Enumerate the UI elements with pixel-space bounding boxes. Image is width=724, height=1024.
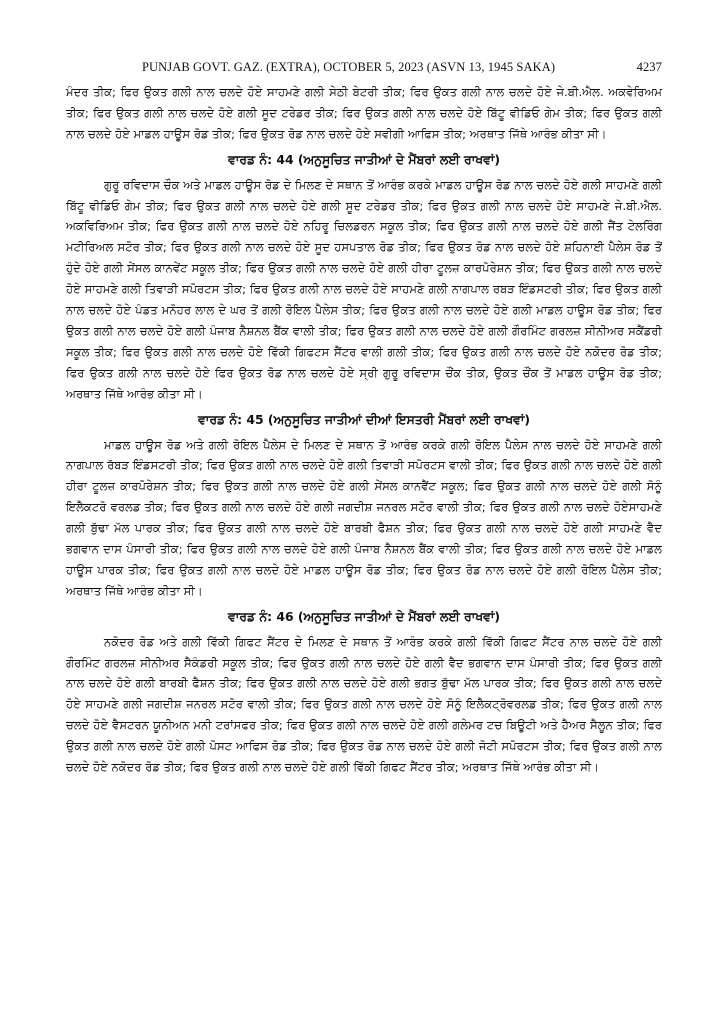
gazette-page <box>66 60 662 778</box>
ward-46-heading: ਵਾਰਡ ਨੰ: 46 (ਅਨੁਸੂਚਿਤ ਜਾਤੀਆਂ ਦੇ ਮੈਂਬਰਾਂ ਲਈ ਰਾਖਵਾਂ) <box>227 608 501 624</box>
gazette-title: PUNJAB GOVT. GAZ. (EXTRA), OCTOBER 5, 2023 (ASVN 13, 1945 SAKA) <box>142 60 556 74</box>
intro-paragraph: ਮੰਦਰ ਤੀਕ; ਫਿਰ ਉਕਤ ਗਲੀ ਨਾਲ ਚਲਦੇ ਹੋਏ ਸਾਹਮਣੇ ਗਲੀ ਸੇਠੀ ਬੇਟਰੀ ਤੀਕ; ਫਿਰ ਉਕਤ ਗਲੀ ਨਾਲ ਚਲਦੇ ਹੋਏ ਜੇ.ਬੀ.ਐਲ. ਅਕਵੇਰਿਅਮ ਤੀਕ; ਫਿਰ ਉਕਤ ਗਲੀ ਨਾਲ ਚਲਦੇ ਹੋਏ ਗਲੀ ਸੂਦ ਟਰੇਡਰ ਤੀਕ; ਫਿਰ ਉਕਤ ਗਲੀ ਨਾਲ ਚਲਦੇ ਹੋਏ ਬਿੱਟੂ ਵੀਡਿਓ ਗੇਮ ਤੀਕ; ਫਿਰ ਉਕਤ ਗਲੀ ਨਾਲ ਚਲਦੇ ਹੋਏ ਮਾਡਲ ਹਾਊਸ ਰੋਡ ਤੀਕ; ਫਿਰ ਉਕਤ ਰੋਡ ਨਾਲ ਚਲਦੇ ਹੋਏ ਸਵੀਗੀ ਆਫਿਸ ਤੀਕ; ਅਰਥਾਤ ਜਿੱਥੇ ਆਰੰਭ ਕੀਤਾ ਸੀ। <box>66 85 662 141</box>
ward-46-description: ਨਕੋਦਰ ਰੋਡ ਅਤੇ ਗਲੀ ਵਿੱਕੀ ਗਿਫਟ ਸੈਂਟਰ ਦੇ ਮਿਲਣ ਦੇ ਸਥਾਨ ਤੋਂ ਆਰੰਭ ਕਰਕੇ ਗਲੀ ਵਿੱਕੀ ਗਿਫਟ ਸੈਂਟਰ ਨਾਲ ਚਲਦੇ ਹੋਏ ਗਲੀ ਗੌਰਮਿੰਟ ਗਰਲਜ਼ ਸੀਨੀਅਰ ਸੈਕੰਡਰੀ ਸਕੂਲ ਤੀਕ; ਫਿਰ ਉਕਤ ਗਲੀ ਨਾਲ ਚਲਦੇ ਹੋਏ ਗਲੀ ਵੈਦ ਭਗਵਾਨ ਦਾਸ ਪੰਸਾਰੀ ਤੀਕ; ਫਿਰ ਉਕਤ ਗਲੀ ਨਾਲ ਚਲਦੇ ਹੋਏ ਗਲੀ ਬਾਰਬੀ ਫੈਸ਼ਨ ਤੀਕ; ਫਿਰ ਉਕਤ ਗਲੀ ਨਾਲ ਚਲਦੇ ਹੋਏ ਗਲੀ ਭਗਤ ਬੁੱਢਾ ਮੱਲ ਪਾਰਕ ਤੀਕ; ਫਿਰ ਉਕਤ ਗਲੀ ਨਾਲ ਚਲਦੇ ਹੋਏ ਸਾਹਮਣੇ ਗਲੀ ਜਗਦੀਸ਼ ਜਨਰਲ ਸਟੋਰ ਵਾਲੀ ਤੀਕ; ਫਿਰ ਉਕਤ ਗਲੀ ਨਾਲ ਚਲਦੇ ਹੋਏ ਸੋਨੂੰ ਇਲੈਕਟ੍ਰੋਵਰਲਡ ਤੀਕ; ਫਿਰ ਉਕਤ ਗਲੀ ਨਾਲ ਚਲਦੇ ਹੋਏ ਵੈਸਟਰਨ ਯੂਨੀਅਨ ਮਨੀ ਟਰਾਂਸਫਰ ਤੀਕ; ਫਿਰ ਉਕਤ ਗਲੀ ਨਾਲ ਚਲਦੇ ਹੋਏ ਗਲੀ ਗਲੇਮਰ ਟਚ ਬਿਊਟੀ ਅਤੇ ਹੈਅਰ ਸੈਲੂਨ ਤੀਕ; ਫਿਰ ਉਕਤ ਗਲੀ ਨਾਲ ਚਲਦੇ ਹੋਏ ਗਲੀ ਪੋਸਟ ਆਫਿਸ ਰੋਡ ਤੀਕ; ਫਿਰ ਉਕਤ ਰੋਡ ਨਾਲ ਚਲਦੇ ਹੋਏ ਗਲੀ ਜੋਟੀ ਸਪੋਰਟਸ ਤੀਕ; ਫਿਰ ਉਕਤ ਗਲੀ ਨਾਲ ਚਲਦੇ ਹੋਏ ਨਕੋਦਰ ਰੋਡ ਤੀਕ; ਫਿਰ ਉਕਤ ਗਲੀ ਨਾਲ ਚਲਦੇ ਹੋਏ ਗਲੀ ਵਿੱਕੀ ਗਿਫਟ ਸੈਂਟਰ ਤੀਕ; ਅਰਥਾਤ ਜਿੱਥੇ ਆਰੰਭ ਕੀਤਾ ਸੀ। <box>66 634 662 775</box>
ward-45-description: ਮਾਡਲ ਹਾਊਸ ਰੋਡ ਅਤੇ ਗਲੀ ਰੋਇਲ ਪੈਲੇਸ ਦੇ ਮਿਲਣ ਦੇ ਸਥਾਨ ਤੋਂ ਆਰੰਭ ਕਰਕੇ ਗਲੀ ਰੋਇਲ ਪੈਲੇਸ ਨਾਲ ਚਲਦੇ ਹੋਏ ਸਾਹਮਣੇ ਗਲੀ ਨਾਗਪਾਲ ਰੱਬੜ ਇੰਡਸਟਰੀ ਤੀਕ; ਫਿਰ ਉਕਤ ਗਲੀ ਨਾਲ ਚਲਦੇ ਹੋਏ ਗਲੀ ਤਿਵਾੜੀ ਸਪੋਰਟਸ ਵਾਲੀ ਤੀਕ; ਫਿਰ ਉਕਤ ਗਲੀ ਨਾਲ ਚਲਦੇ ਹੋਏ ਗਲੀ ਹੀਰਾ ਟੂਲਜ਼ ਕਾਰਪੋਰੇਸ਼ਨ ਤੀਕ; ਫਿਰ ਉਕਤ ਗਲੀ ਨਾਲ ਚਲਦੇ ਹੋਏ ਗਲੀ ਸੇਂਸਲ ਕਾਨਵੈਂਟ ਸਕੂਲ; ਫਿਰ ਉਕਤ ਗਲੀ ਨਾਲ ਚਲਦੇ ਹੋਏ ਗਲੀ ਸੋਨੂੰ ਇਲੈਕਟਰੋ ਵਰਲਡ ਤੀਕ; ਫਿਰ ਉਕਤ ਗਲੀ ਨਾਲ ਚਲਦੇ ਹੋਏ ਗਲੀ ਜਗਦੀਸ਼ ਜਨਰਲ ਸਟੋਰ ਵਾਲੀ ਤੀਕ; ਫਿਰ ਉਕਤ ਗਲੀ ਨਾਲ ਚਲਦੇ ਹੋਏਸਾਹਮਣੇ ਗਲੀ ਬੁੱਢਾ ਮੱਲ ਪਾਰਕ ਤੀਕ; ਫਿਰ ਉਕਤ ਗਲੀ ਨਾਲ ਚਲਦੇ ਹੋਏ ਬਾਰਬੀ ਫੈਸ਼ਨ ਤੀਕ; ਫਿਰ ਉਕਤ ਗਲੀ ਨਾਲ ਚਲਦੇ ਹੋਏ ਗਲੀ ਸਾਹਮਣੇ ਵੈਦ ਭਗਵਾਨ ਦਾਸ ਪੰਸਾਰੀ ਤੀਕ; ਫਿਰ ਉਕਤ ਗਲੀ ਨਾਲ ਚਲਦੇ ਹੋਏ ਗਲੀ ਪੰਜਾਬ ਨੈਸ਼ਨਲ ਬੈਂਕ ਵਾਲੀ ਤੀਕ; ਫਿਰ ਉਕਤ ਗਲੀ ਨਾਲ ਚਲਦੇ ਹੋਏ ਮਾਡਲ ਹਾਊਸ ਪਾਰਕ ਤੀਕ; ਫਿਰ ਉਕਤ ਗਲੀ ਨਾਲ ਚਲਦੇ ਹੋਏ ਮਾਡਲ ਹਾਊਸ ਰੋਡ ਤੀਕ; ਫਿਰ ਉਕਤ ਰੋਡ ਨਾਲ ਚਲਦੇ ਹੋਏ ਗਲੀ ਰੋਇਲ ਪੈਲੇਸ ਤੀਕ; ਅਰਥਾਤ ਜਿੱਥੇ ਆਰੰਭ ਕੀਤਾ ਸੀ। <box>66 437 662 598</box>
page-header <box>66 60 662 82</box>
ward-44-heading: ਵਾਰਡ ਨੰ: 44 (ਅਨੁਸੂਚਿਤ ਜਾਤੀਆਂ ਦੇ ਮੈਂਬਰਾਂ ਲਈ ਰਾਖਵਾਂ) <box>227 151 501 167</box>
ward-45-heading: ਵਾਰਡ ਨੰ: 45 (ਅਨੁਸੂਚਿਤ ਜਾਤੀਆਂ ਦੀਆਂ ਇਸਤਰੀ ਮੈਂਬਰਾਂ ਲਈ ਰਾਖਵਾਂ) <box>198 411 530 427</box>
ward-44-description: ਗੁਰੂ ਰਵਿਦਾਸ ਚੌਕ ਅਤੇ ਮਾਡਲ ਹਾਊਸ ਰੋਡ ਦੇ ਮਿਲਣ ਦੇ ਸਥਾਨ ਤੋਂ ਆਰੰਭ ਕਰਕੇ ਮਾਡਲ ਹਾਊਸ ਰੋਡ ਨਾਲ ਚਲਦੇ ਹੋਏ ਗਲੀ ਸਾਹਮਣੇ ਗਲੀ ਬਿੱਟੂ ਵੀਡਿਓ ਗੇਮ ਤੀਕ; ਫਿਰ ਉਕਤ ਗਲੀ ਨਾਲ ਚਲਦੇ ਹੋਏ ਗਲੀ ਸੂਦ ਟਰੇਡਰ ਤੀਕ; ਫਿਰ ਉਕਤ ਗਲੀ ਨਾਲ ਚਲਦੇ ਹੋਏ ਸਾਹਮਣੇ ਜੇ.ਬੀ.ਐਲ. ਅਕਵਿਰਿਅਮ ਤੀਕ; ਫਿਰ ਉਕਤ ਗਲੀ ਨਾਲ ਚਲਦੇ ਹੋਏ ਨਹਿਰੂ ਚਿਲਡਰਨ ਸਕੂਲ ਤੀਕ; ਫਿਰ ਉਕਤ ਗਲੀ ਨਾਲ ਚਲਦੇ ਹੋਏ ਗਲੀ ਜੈਂਤ ਟੇਲਰਿੰਗ ਮਟੀਰਿਅਲ ਸਟੋਰ ਤੀਕ; ਫਿਰ ਉਕਤ ਗਲੀ ਨਾਲ ਚਲਦੇ ਹੋਏ ਸੂਦ ਹਸਪਤਾਲ ਰੋਡ ਤੀਕ; ਫਿਰ ਉਕਤ ਰੋਡ ਨਾਲ ਚਲਦੇ ਹੋਏ ਸ਼ਹਿਨਾਈ ਪੈਲੇਸ ਰੋਡ ਤੋਂ ਹੁੰਦੇ ਹੋਏ ਗਲੀ ਸੇਂਸਲ ਕਾਨਵੇਂਟ ਸਕੂਲ ਤੀਕ; ਫਿਰ ਉਕਤ ਗਲੀ ਨਾਲ ਚਲਦੇ ਹੋਏ ਗਲੀ ਹੀਰਾ ਟੂਲਜ਼ ਕਾਰਪੋਰੇਸ਼ਨ ਤੀਕ; ਫਿਰ ਉਕਤ ਗਲੀ ਨਾਲ ਚਲਦੇ ਹੋਏ ਸਾਹਮਣੇ ਗਲੀ ਤਿਵਾੜੀ ਸਪੋਰਟਸ ਤੀਕ; ਫਿਰ ਉਕਤ ਗਲੀ ਨਾਲ ਚਲਦੇ ਹੋਏ ਸਾਹਮਣੇ ਗਲੀ ਨਾਗਪਾਲ ਰਬੜ ਇੰਡਸਟਰੀ ਤੀਕ; ਫਿਰ ਉਕਤ ਗਲੀ ਨਾਲ ਚਲਦੇ ਹੋਏ ਪੰਡਤ ਮਨੋਹਰ ਲਾਲ ਦੇ ਘਰ ਤੋਂ ਗਲੀ ਰੋਇਲ ਪੈਲੇਸ ਤੀਕ; ਫਿਰ ਉਕਤ ਗਲੀ ਨਾਲ ਚਲਦੇ ਹੋਏ ਗਲੀ ਮਾਡਲ ਹਾਊਸ ਰੋਡ ਤੀਕ; ਫਿਰ ਉਕਤ ਗਲੀ ਨਾਲ ਚਲਦੇ ਹੋਏ ਗਲੀ ਪੰਜਾਬ ਨੈਸ਼ਨਲ ਬੈਂਕ ਵਾਲੀ ਤੀਕ; ਫਿਰ ਉਕਤ ਗਲੀ ਨਾਲ ਚਲਦੇ ਹੋਏ ਗਲੀ ਗੌਰਮਿੰਟ ਗਰਲਜ਼ ਸੀਨੀਅਰ ਸਕੈਂਡਰੀ ਸਕੂਲ ਤੀਕ; ਫਿਰ ਉਕਤ ਗਲੀ ਨਾਲ ਚਲਦੇ ਹੋਏ ਵਿੱਕੀ ਗਿਫਟਸ ਸੈਂਟਰ ਵਾਲੀ ਗਲੀ ਤੀਕ; ਫਿਰ ਉਕਤ ਗਲੀ ਨਾਲ ਚਲਦੇ ਹੋਏ ਨਕੋਦਰ ਰੋਡ ਤੀਕ; ਫਿਰ ਉਕਤ ਗਲੀ ਨਾਲ ਚਲਦੇ ਹੋਏ ਫਿਰ ਉਕਤ ਰੋਡ ਨਾਲ ਚਲਦੇ ਹੋਏ ਸ੍ਰੀ ਗੁਰੂ ਰਵਿਦਾਸ ਚੌਂਕ ਤੀਕ, ਉਕਤ ਚੌਂਕ ਤੋਂ ਮਾਡਲ ਹਾਊਸ ਰੋਡ ਤੀਕ; ਅਰਥਾਤ ਜਿੱਥੇ ਆਰੰਭ ਕੀਤਾ ਸੀ। <box>66 177 662 401</box>
page-number: 4237 <box>636 60 662 74</box>
